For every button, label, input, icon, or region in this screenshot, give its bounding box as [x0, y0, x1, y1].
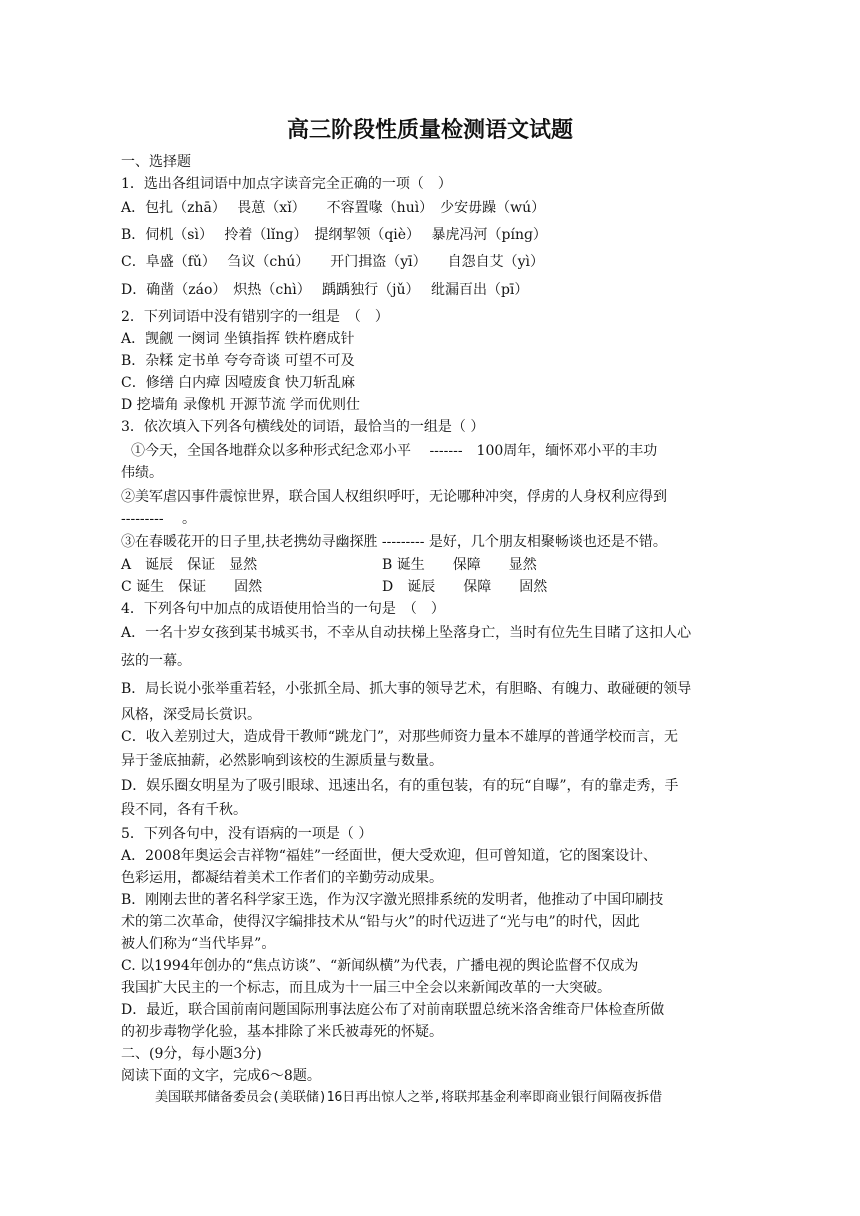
q3-option-b: B 诞生 保障 显然	[382, 557, 537, 573]
q3-option-d: D 诞辰 保障 固然	[382, 579, 548, 595]
q2-option-b: B．杂糅 定书单 夸夸奇谈 可望不可及	[121, 353, 355, 369]
q5-option-d-cont: 的初步毒物学化验，基本排除了米氏被毒死的怀疑。	[121, 1024, 443, 1040]
reading-instruction: 阅读下面的文字，完成6～8题。	[121, 1068, 321, 1084]
q3-sentence-2-cont: --------- 。	[121, 511, 197, 527]
q5-option-c: C. 以1994年创办的“焦点访谈”、“新闻纵横”为代表，广播电视的舆论监督不仅成为	[121, 958, 639, 974]
q5-option-d: D．最近，联合国前南问题国际刑事法庭公布了对前南联盟总统米洛舍维奇尸体检查所做	[121, 1002, 665, 1018]
q2-option-c: C．修缮 白内瘴 因噎废食 快刀斩乱麻	[121, 375, 356, 391]
q3-sentence-2: ②美军虐囚事件震惊世界，联合国人权组织呼吁，无论哪种冲突，俘虏的人身权利应得到	[121, 489, 667, 505]
q3-sentence-3: ③在春暖花开的日子里,扶老携幼寻幽探胜 --------- 是好，几个朋友相聚畅谈也还是不错。	[121, 534, 667, 550]
q5-option-b: B．刚刚去世的著名科学家王选，作为汉字激光照排系统的发明者，他推动了中国印刷技	[121, 892, 664, 908]
q3-option-c: C 诞生 保证 固然	[121, 579, 263, 595]
q1-option-c: C．阜盛（fǔ） 刍议（chú） 开门揖盗（yī） 自怨自艾（yì）	[121, 254, 545, 270]
q5-option-a-cont: 色彩运用，都凝结着美术工作者们的辛勤劳动成果。	[121, 870, 443, 886]
q5-option-a: A．2008年奥运会吉祥物“福娃”一经面世，便大受欢迎，但可曾知道，它的图案设计、	[121, 848, 658, 864]
q3-sentence-1-cont: 伟绩。	[121, 465, 163, 481]
q5-option-c-cont: 我国扩大民主的一个标志，而且成为十一届三中全会以来新闻改革的一大突破。	[121, 980, 611, 996]
q3-sentence-1: ①今天，全国各地群众以多种形式纪念邓小平 ------- 100周年，缅怀邓小平的丰功	[131, 443, 658, 459]
q1-option-d: D．确凿（záo） 炽热（chì） 踽踽独行（jǔ） 纰漏百出（pī）	[121, 282, 529, 298]
passage-first-line: 美国联邦储备委员会(美联储)16日再出惊人之举,将联邦基金利率即商业银行间隔夜拆借	[155, 1090, 663, 1105]
q2-option-d: D 挖墙角 录像机 开源节流 学而优则仕	[121, 397, 361, 413]
q1-stem: 1．选出各组词语中加点字读音完全正确的一项（ ）	[121, 176, 452, 192]
q4-option-a-cont: 弦的一幕。	[121, 653, 191, 669]
q4-option-d: D．娱乐圈女明星为了吸引眼球、迅速出名，有的重包装，有的玩“自曝”，有的靠走秀，手	[121, 778, 679, 794]
q4-option-c-cont: 异于釜底抽薪，必然影响到该校的生源质量与数量。	[121, 753, 443, 769]
q4-option-c: C．收入差别过大，造成骨干教师“跳龙门”，对那些师资力量本不雄厚的普通学校而言，无	[121, 729, 679, 745]
q5-option-b-cont2: 被人们称为“当代毕昇”。	[121, 936, 276, 952]
q3-stem: 3．依次填入下列各句横线处的词语，最恰当的一组是（ ）	[121, 419, 485, 435]
q5-stem: 5．下列各句中，没有语病的一项是（ ）	[121, 826, 373, 842]
q4-option-b: B．局长说小张举重若轻，小张抓全局、抓大事的领导艺术，有胆略、有魄力、敢碰硬的领导	[121, 681, 692, 697]
section-heading-2: 二、(9分，每小题3分)	[121, 1046, 262, 1062]
q1-option-b: B．伺机（sì） 拎着（lǐnɡ） 提纲挈领（qiè） 暴虎冯河（pínɡ）	[121, 227, 547, 243]
page-title: 高三阶段性质量检测语文试题	[286, 118, 573, 143]
q5-option-b-cont: 术的第二次革命，使得汉字编排技术从“铅与火”的时代迈进了“光与电”的时代，因此	[121, 914, 640, 930]
q3-option-a: A 诞辰 保证 显然	[121, 557, 258, 573]
q2-option-a: A．觊觎 一阕词 坐镇指挥 铁杵磨成针	[121, 331, 355, 347]
q4-option-b-cont: 风格，深受局长赏识。	[121, 707, 261, 723]
q4-option-a: A．一名十岁女孩到某书城买书，不幸从自动扶梯上坠落身亡，当时有位先生目睹了这扣人心	[121, 625, 692, 641]
q1-option-a: A．包扎（zhā） 畏葸（xǐ） 不容置喙（huì） 少安毋躁（wú）	[121, 200, 546, 216]
section-heading-1: 一、选择题	[121, 154, 191, 170]
q4-option-d-cont: 段不同，各有千秋。	[121, 802, 247, 818]
q4-stem: 4．下列各句中加点的成语使用恰当的一句是 （ ）	[121, 601, 445, 617]
q2-stem: 2．下列词语中没有错别字的一组是 （ ）	[121, 309, 389, 325]
